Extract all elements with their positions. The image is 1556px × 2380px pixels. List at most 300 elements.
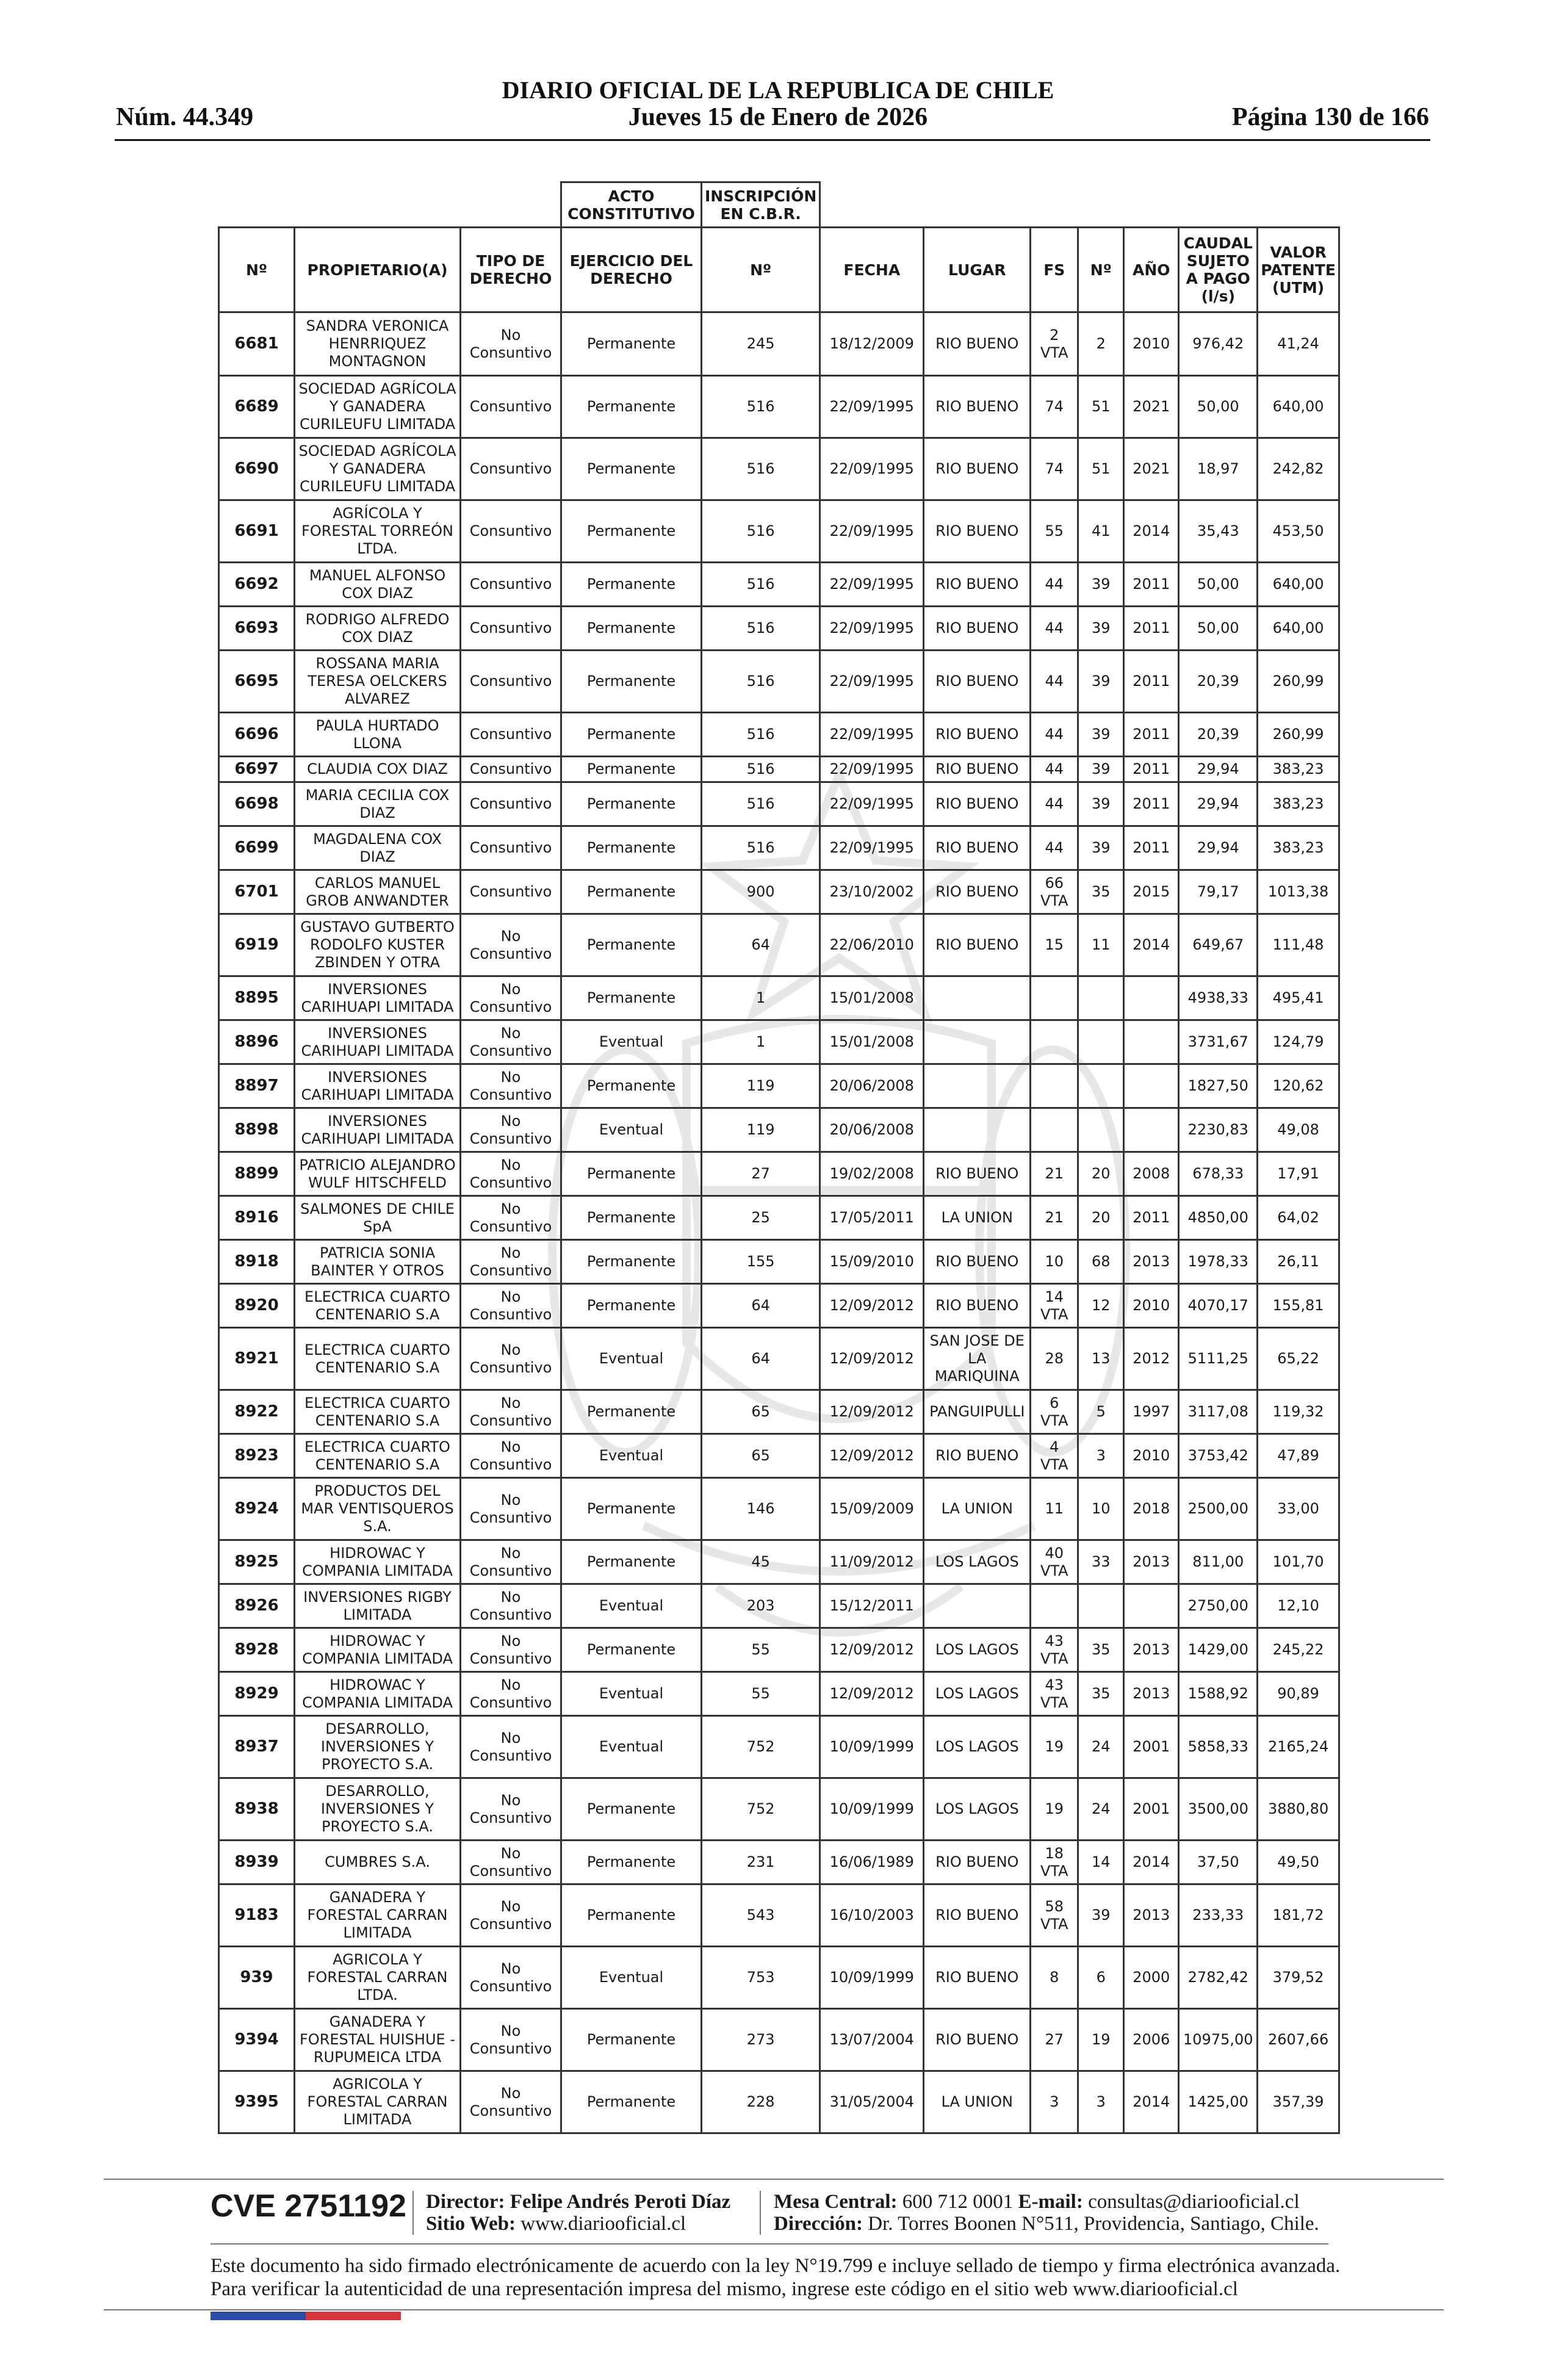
flow-value: 1588,92 [1179,1672,1258,1716]
registration-date: 22/09/1995 [820,563,924,607]
address-label: Dirección: [774,2213,863,2235]
water-rights-table [218,181,1340,2134]
email-label: E-mail: [1018,2191,1083,2213]
year: 2001 [1124,1716,1179,1778]
right-type: No Consuntivo [461,1196,561,1240]
right-type: No Consuntivo [461,1884,561,1947]
fs-value [1031,1020,1078,1064]
right-type: No Consuntivo [461,1672,561,1716]
fs-value: 14 VTA [1031,1284,1078,1328]
flow-value: 29,94 [1179,826,1258,870]
year: 2014 [1124,914,1179,976]
row-number: 8921 [219,1328,295,1390]
table-row [219,651,1339,713]
right-exercise: Eventual [561,1020,702,1064]
right-type: Consuntivo [461,438,561,500]
right-exercise: Permanente [561,1841,702,1884]
site-url[interactable]: www.diariooficial.cl [520,2213,686,2235]
group-header-inscripcion: INSCRIPCIÓN EN C.B.R. [702,182,820,228]
row-number: 8896 [219,1020,295,1064]
registration-number: 516 [702,713,820,757]
year: 2000 [1124,1947,1179,2009]
registration-place: RIO BUENO [924,870,1031,914]
table-row [219,1284,1339,1328]
right-type: No Consuntivo [461,1778,561,1841]
right-type: No Consuntivo [461,1947,561,2009]
registration-number: 516 [702,438,820,500]
fs-value: 18 VTA [1031,1841,1078,1884]
row-number: 8899 [219,1152,295,1196]
registration-date: 12/09/2012 [820,1434,924,1478]
registration-number: 65 [702,1390,820,1434]
registration-date: 10/09/1999 [820,1778,924,1841]
right-type: Consuntivo [461,376,561,438]
flow-value: 10975,00 [1179,2009,1258,2071]
row-number: 6689 [219,376,295,438]
patent-value: 181,72 [1258,1884,1339,1947]
registration-date: 12/09/2012 [820,1628,924,1672]
flow-value: 678,33 [1179,1152,1258,1196]
registration-number: 64 [702,914,820,976]
fs-value: 15 [1031,914,1078,976]
row-number: 8938 [219,1778,295,1841]
flow-value: 79,17 [1179,870,1258,914]
patent-value: 260,99 [1258,651,1339,713]
table-row [219,1020,1339,1064]
registration-number: 155 [702,1240,820,1284]
table-row [219,757,1339,782]
owner-name: MANUEL ALFONSO COX DIAZ [295,563,461,607]
patent-value: 41,24 [1258,312,1339,376]
right-type: Consuntivo [461,607,561,651]
patent-value: 12,10 [1258,1584,1339,1628]
folio-number: 39 [1078,713,1124,757]
row-number: 8937 [219,1716,295,1778]
registration-date: 22/09/1995 [820,757,924,782]
owner-name: AGRICOLA Y FORESTAL CARRAN LTDA. [295,1947,461,2009]
table-row [219,1478,1339,1540]
registration-place [924,976,1031,1020]
fs-value [1031,1108,1078,1152]
owner-name: INVERSIONES CARIHUAPI LIMITADA [295,976,461,1020]
right-type: No Consuntivo [461,1284,561,1328]
registration-number: 55 [702,1628,820,1672]
table-row [219,607,1339,651]
registration-place: RIO BUENO [924,914,1031,976]
registration-date: 31/05/2004 [820,2071,924,2133]
registration-place [924,1064,1031,1108]
fs-value [1031,976,1078,1020]
owner-name: INVERSIONES RIGBY LIMITADA [295,1584,461,1628]
right-exercise: Permanente [561,1540,702,1584]
year: 2010 [1124,1434,1179,1478]
folio-number: 51 [1078,376,1124,438]
fs-value: 11 [1031,1478,1078,1540]
registration-place: RIO BUENO [924,500,1031,563]
registration-place: RIO BUENO [924,1884,1031,1947]
registration-date: 12/09/2012 [820,1672,924,1716]
row-number: 8898 [219,1108,295,1152]
flow-value: 4850,00 [1179,1196,1258,1240]
right-exercise: Permanente [561,1064,702,1108]
registration-date: 22/09/1995 [820,782,924,826]
right-type: No Consuntivo [461,1020,561,1064]
registration-number: 753 [702,1947,820,2009]
registration-date: 22/09/1995 [820,651,924,713]
registration-number: 752 [702,1716,820,1778]
row-number: 8928 [219,1628,295,1672]
owner-name: INVERSIONES CARIHUAPI LIMITADA [295,1108,461,1152]
flow-value: 1978,33 [1179,1240,1258,1284]
row-number: 8916 [219,1196,295,1240]
owner-name: PAULA HURTADO LLONA [295,713,461,757]
right-exercise: Permanente [561,376,702,438]
row-number: 6698 [219,782,295,826]
year: 2012 [1124,1328,1179,1390]
registration-place: LA UNION [924,1196,1031,1240]
flow-value: 50,00 [1179,376,1258,438]
table-row [219,1108,1339,1152]
folio-number: 39 [1078,563,1124,607]
column-header: AÑO [1124,228,1179,312]
patent-value: 245,22 [1258,1628,1339,1672]
table-row [219,1884,1339,1947]
right-type: Consuntivo [461,500,561,563]
fs-value: 6 VTA [1031,1390,1078,1434]
owner-name: PATRICIA SONIA BAINTER Y OTROS [295,1240,461,1284]
table-row [219,976,1339,1020]
registration-place: RIO BUENO [924,651,1031,713]
patent-value: 242,82 [1258,438,1339,500]
registration-place: RIO BUENO [924,1841,1031,1884]
patent-value: 49,08 [1258,1108,1339,1152]
year: 2011 [1124,757,1179,782]
email-address[interactable]: consultas@diariooficial.cl [1088,2191,1300,2213]
row-number: 8939 [219,1841,295,1884]
right-type: No Consuntivo [461,1841,561,1884]
folio-number: 39 [1078,826,1124,870]
folio-number [1078,976,1124,1020]
folio-number [1078,1584,1124,1628]
right-exercise: Permanente [561,1240,702,1284]
header-spacer [820,182,1339,228]
registration-number: 516 [702,500,820,563]
year: 2014 [1124,1841,1179,1884]
row-number: 8924 [219,1478,295,1540]
owner-name: GANADERA Y FORESTAL CARRAN LIMITADA [295,1884,461,1947]
registration-date: 22/09/1995 [820,500,924,563]
registration-date: 20/06/2008 [820,1108,924,1152]
registration-place: LOS LAGOS [924,1628,1031,1672]
table-row [219,312,1339,376]
registration-place: LOS LAGOS [924,1672,1031,1716]
folio-number: 68 [1078,1240,1124,1284]
folio-number: 5 [1078,1390,1124,1434]
registration-place: RIO BUENO [924,826,1031,870]
row-number: 6690 [219,438,295,500]
registration-number: 64 [702,1328,820,1390]
fs-value: 40 VTA [1031,1540,1078,1584]
fs-value: 4 VTA [1031,1434,1078,1478]
registration-date: 17/05/2011 [820,1196,924,1240]
owner-name: INVERSIONES CARIHUAPI LIMITADA [295,1020,461,1064]
owner-name: RODRIGO ALFREDO COX DIAZ [295,607,461,651]
registration-number: 231 [702,1841,820,1884]
registration-date: 15/01/2008 [820,976,924,1020]
registration-place: RIO BUENO [924,713,1031,757]
registration-number: 516 [702,651,820,713]
column-header: TIPO DE DERECHO [461,228,561,312]
folio-number: 20 [1078,1196,1124,1240]
row-number: 8920 [219,1284,295,1328]
right-type: Consuntivo [461,713,561,757]
registration-number: 119 [702,1064,820,1108]
table-row [219,1064,1339,1108]
right-exercise: Eventual [561,1434,702,1478]
registration-number: 25 [702,1196,820,1240]
owner-name: HIDROWAC Y COMPANIA LIMITADA [295,1628,461,1672]
patent-value: 119,32 [1258,1390,1339,1434]
flag-stripe-blue [211,2312,306,2320]
table-row [219,1628,1339,1672]
footer-rule [104,2179,1444,2180]
column-header: EJERCICIO DEL DERECHO [561,228,702,312]
footer-rule [104,2309,1444,2310]
registration-place: LA UNION [924,2071,1031,2133]
column-header: FS [1031,228,1078,312]
right-exercise: Permanente [561,1152,702,1196]
flow-value: 4938,33 [1179,976,1258,1020]
registration-date: 10/09/1999 [820,1716,924,1778]
registration-place: RIO BUENO [924,1240,1031,1284]
owner-name: DESARROLLO, INVERSIONES Y PROYECTO S.A. [295,1778,461,1841]
registration-date: 16/10/2003 [820,1884,924,1947]
site-label: Sitio Web: [426,2213,516,2235]
table-row [219,376,1339,438]
registration-number: 1 [702,1020,820,1064]
folio-number: 51 [1078,438,1124,500]
right-exercise: Permanente [561,1196,702,1240]
right-exercise: Permanente [561,1884,702,1947]
patent-value: 101,70 [1258,1540,1339,1584]
flow-value: 20,39 [1179,713,1258,757]
year [1124,1020,1179,1064]
registration-number: 55 [702,1672,820,1716]
right-exercise: Eventual [561,1584,702,1628]
footer-divider [760,2191,761,2235]
patent-value: 47,89 [1258,1434,1339,1478]
right-exercise: Permanente [561,826,702,870]
fs-value: 10 [1031,1240,1078,1284]
folio-number: 39 [1078,757,1124,782]
table-row [219,1540,1339,1584]
right-exercise: Permanente [561,312,702,376]
year [1124,976,1179,1020]
table-row [219,1240,1339,1284]
registration-date: 12/09/2012 [820,1284,924,1328]
right-exercise: Permanente [561,2071,702,2133]
registration-date: 22/09/1995 [820,713,924,757]
year: 2010 [1124,1284,1179,1328]
fs-value: 8 [1031,1947,1078,2009]
year: 2013 [1124,1884,1179,1947]
registration-date: 22/09/1995 [820,438,924,500]
flow-value: 29,94 [1179,782,1258,826]
right-exercise: Permanente [561,500,702,563]
header-spacer [219,182,561,228]
folio-number: 19 [1078,2009,1124,2071]
footer-rule [211,2243,1328,2245]
registration-date: 15/09/2009 [820,1478,924,1540]
owner-name: INVERSIONES CARIHUAPI LIMITADA [295,1064,461,1108]
fs-value: 27 [1031,2009,1078,2071]
flow-value: 2500,00 [1179,1478,1258,1540]
registration-number: 65 [702,1434,820,1478]
patent-value: 90,89 [1258,1672,1339,1716]
patent-value: 17,91 [1258,1152,1339,1196]
flow-value: 37,50 [1179,1841,1258,1884]
right-exercise: Permanente [561,870,702,914]
owner-name: AGRÍCOLA Y FORESTAL TORREÓN LTDA. [295,500,461,563]
fs-value: 74 [1031,376,1078,438]
director-label: Director: [426,2191,505,2213]
flow-value: 5111,25 [1179,1328,1258,1390]
mesa-phone: 600 712 0001 [902,2191,1014,2213]
right-exercise: Permanente [561,651,702,713]
registration-place: RIO BUENO [924,1947,1031,2009]
folio-number: 24 [1078,1778,1124,1841]
row-number: 6697 [219,757,295,782]
year: 2013 [1124,1240,1179,1284]
patent-value: 64,02 [1258,1196,1339,1240]
fs-value: 44 [1031,607,1078,651]
registration-number: 752 [702,1778,820,1841]
fs-value: 43 VTA [1031,1672,1078,1716]
right-type: No Consuntivo [461,1064,561,1108]
mesa-label: Mesa Central: [774,2191,898,2213]
year: 1997 [1124,1390,1179,1434]
row-number: 6693 [219,607,295,651]
folio-number: 35 [1078,1672,1124,1716]
owner-name: HIDROWAC Y COMPANIA LIMITADA [295,1540,461,1584]
right-exercise: Eventual [561,1716,702,1778]
registration-place [924,1108,1031,1152]
right-exercise: Permanente [561,563,702,607]
registration-place: RIO BUENO [924,438,1031,500]
patent-value: 2165,24 [1258,1716,1339,1778]
page-number: Página 130 de 166 [1231,103,1429,131]
owner-name: MAGDALENA COX DIAZ [295,826,461,870]
registration-number: 146 [702,1478,820,1540]
footer-director-block [426,2191,730,2235]
right-exercise: Eventual [561,1947,702,2009]
owner-name: MARIA CECILIA COX DIAZ [295,782,461,826]
patent-value: 3880,80 [1258,1778,1339,1841]
right-type: No Consuntivo [461,976,561,1020]
patent-value: 124,79 [1258,1020,1339,1064]
table-row [219,2071,1339,2133]
owner-name: CARLOS MANUEL GROB ANWANDTER [295,870,461,914]
column-header: Nº [702,228,820,312]
patent-value: 1013,38 [1258,870,1339,914]
year: 2011 [1124,607,1179,651]
right-type: No Consuntivo [461,1328,561,1390]
registration-date: 11/09/2012 [820,1540,924,1584]
year: 2011 [1124,713,1179,757]
row-number: 8929 [219,1672,295,1716]
fs-value: 44 [1031,651,1078,713]
address-value: Dr. Torres Boonen N°511, Providencia, Santiago, Chile. [868,2213,1319,2235]
patent-value: 383,23 [1258,782,1339,826]
table-row [219,870,1339,914]
patent-value: 379,52 [1258,1947,1339,2009]
folio-number: 39 [1078,651,1124,713]
patent-value: 33,00 [1258,1478,1339,1540]
right-type: Consuntivo [461,826,561,870]
fs-value: 28 [1031,1328,1078,1390]
year: 2011 [1124,782,1179,826]
patent-value: 640,00 [1258,607,1339,651]
registration-date: 19/02/2008 [820,1152,924,1196]
fs-value: 44 [1031,757,1078,782]
folio-number [1078,1064,1124,1108]
registration-date: 10/09/1999 [820,1947,924,2009]
cve-code: CVE 2751192 [211,2188,406,2224]
owner-name: PATRICIO ALEJANDRO WULF HITSCHFELD [295,1152,461,1196]
patent-value: 260,99 [1258,713,1339,757]
owner-name: SOCIEDAD AGRÍCOLA Y GANADERA CURILEUFU LIMITADA [295,376,461,438]
table-row [219,1778,1339,1841]
registration-date: 22/09/1995 [820,607,924,651]
folio-number: 11 [1078,914,1124,976]
flow-value: 2750,00 [1179,1584,1258,1628]
column-header: Nº [1078,228,1124,312]
table-row [219,1672,1339,1716]
issue-number: Núm. 44.349 [116,103,254,131]
year: 2013 [1124,1672,1179,1716]
row-number: 6691 [219,500,295,563]
legal-notice: Este documento ha sido firmado electrónicamente de acuerdo con la ley N°19.799 e incluye sellado de tiempo y firma electrónica avanzada. Para verificar la autenticidad de una representación impresa del mismo, ingrese este código en el sitio web www.diariooficial.cl [211,2255,1341,2300]
owner-name: SOCIEDAD AGRÍCOLA Y GANADERA CURILEUFU LIMITADA [295,438,461,500]
registration-date: 12/09/2012 [820,1390,924,1434]
column-header: Nº [219,228,295,312]
owner-name: PRODUCTOS DEL MAR VENTISQUEROS S.A. [295,1478,461,1540]
table-row [219,1947,1339,2009]
flow-value: 1429,00 [1179,1628,1258,1672]
table-row [219,438,1339,500]
fs-value: 19 [1031,1716,1078,1778]
registration-place: RIO BUENO [924,376,1031,438]
fs-value [1031,1064,1078,1108]
owner-name: CUMBRES S.A. [295,1841,461,1884]
owner-name: SANDRA VERONICA HENRRIQUEZ MONTAGNON [295,312,461,376]
registration-place: LOS LAGOS [924,1540,1031,1584]
row-number: 939 [219,1947,295,2009]
year: 2011 [1124,1196,1179,1240]
table-row [219,713,1339,757]
right-type: No Consuntivo [461,1628,561,1672]
registration-number: 45 [702,1540,820,1584]
folio-number: 14 [1078,1841,1124,1884]
right-exercise: Permanente [561,2009,702,2071]
table-row [219,782,1339,826]
table-row [219,2009,1339,2071]
patent-value: 26,11 [1258,1240,1339,1284]
year: 2021 [1124,376,1179,438]
registration-number: 245 [702,312,820,376]
folio-number: 33 [1078,1540,1124,1584]
patent-value: 640,00 [1258,376,1339,438]
